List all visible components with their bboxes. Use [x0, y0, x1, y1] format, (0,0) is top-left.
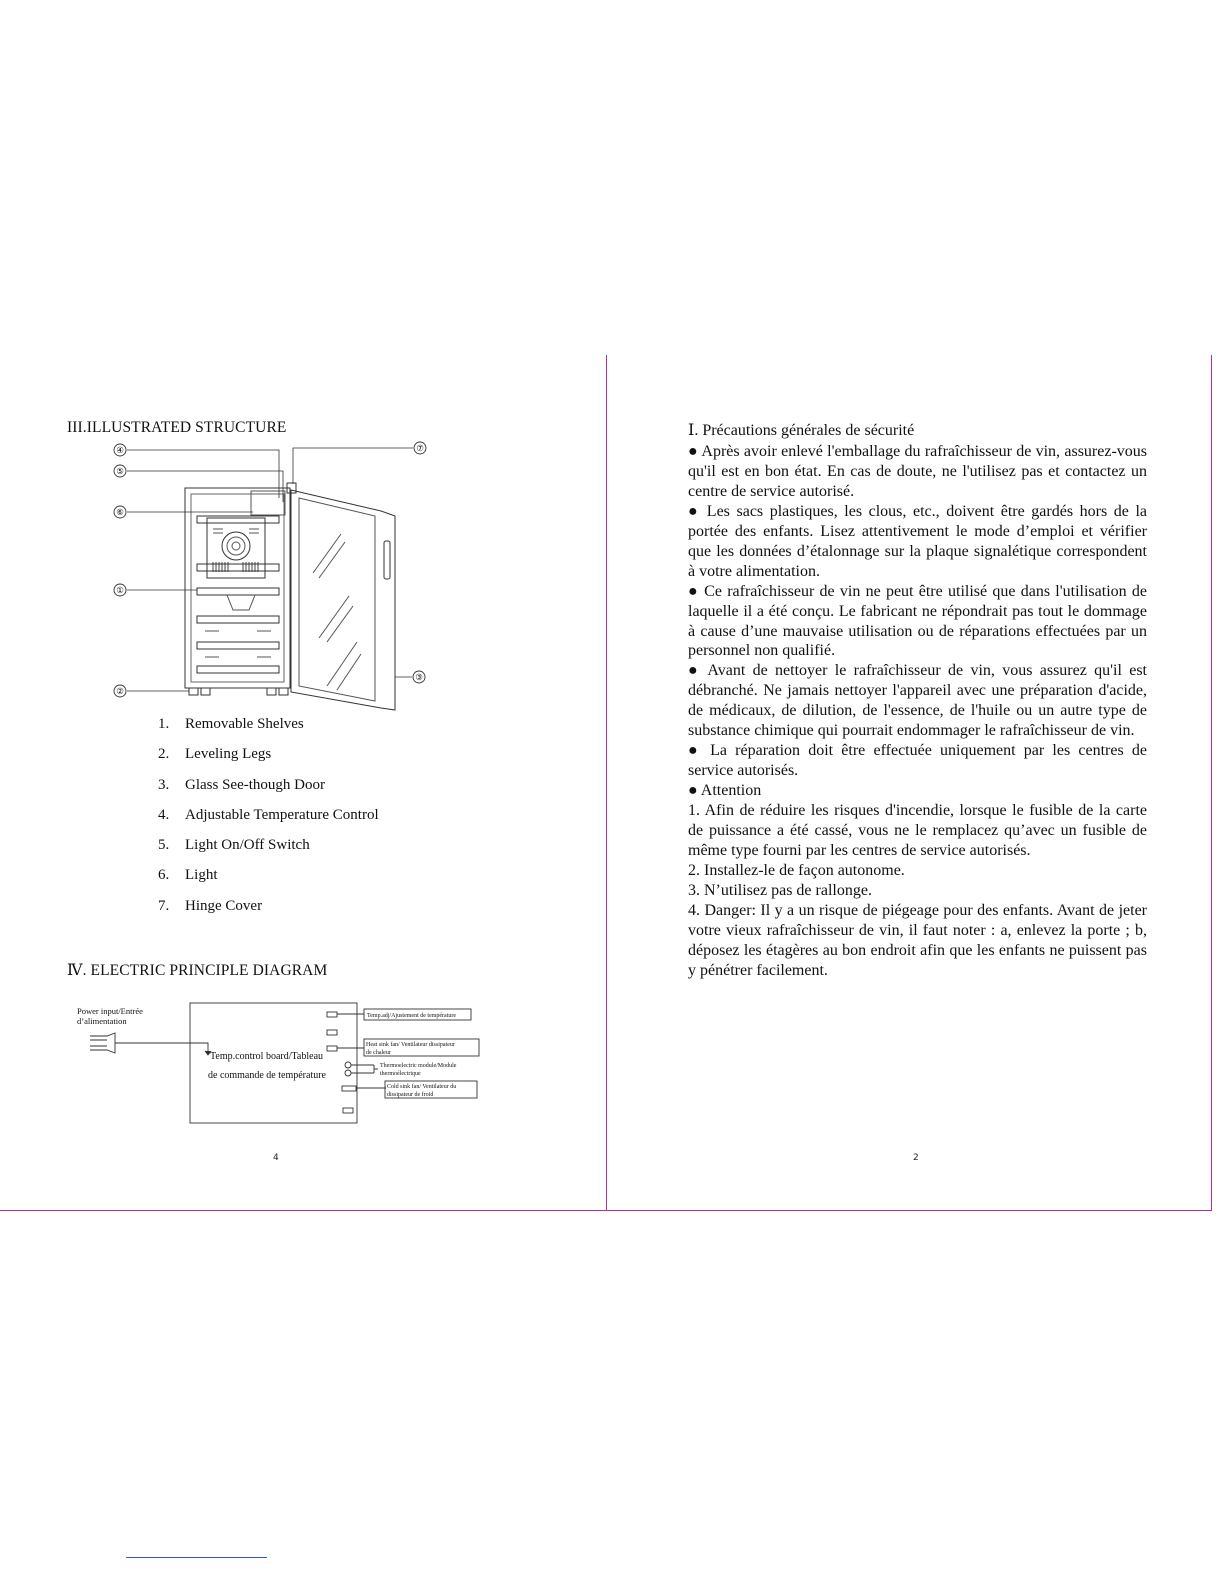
callout-4: ④	[116, 445, 124, 455]
legend-item: 2. Leveling Legs	[158, 746, 272, 763]
legend-item: 3. Glass See-though Door	[158, 776, 325, 793]
power-plug	[90, 1033, 115, 1053]
legend-item: 5. Light On/Off Switch	[158, 837, 310, 854]
section-3-title: III.ILLUSTRATED STRUCTURE	[67, 419, 287, 436]
cold-sink-fan-label-fr: dissipateur de froid	[387, 1092, 434, 1098]
page-divider	[606, 355, 607, 1211]
power-input-label: Power input/Entrée	[77, 1006, 143, 1016]
leveling-leg	[189, 688, 198, 695]
temp-adj-label: Temp.adj/Ajustement de température	[367, 1013, 457, 1019]
legend-item: 7. Hinge Cover	[158, 897, 263, 914]
left-page-number: 4	[273, 1153, 279, 1163]
shelf	[197, 642, 279, 649]
callout-3: ③	[415, 672, 423, 682]
right-border	[1211, 355, 1212, 1211]
paragraph: ● Les sacs plastiques, les clous, etc., doivent être gardés hors de la portée des enfants. Lisez attentivement le mode d’emploi et vérifier que les données d’étalonnage sur la plaque signalétique correspondent à votre alimentation.	[688, 502, 1147, 580]
callout-5: ⑤	[116, 466, 124, 476]
legend-item: 4. Adjustable Temperature Control	[158, 806, 379, 823]
paragraph: ● Attention	[688, 782, 762, 800]
callout-7: ⑦	[416, 443, 424, 453]
door-handle	[384, 541, 390, 579]
callout-2: ②	[116, 686, 124, 696]
thermoelectric-label-fr: thermoélectrique	[380, 1071, 421, 1077]
leveling-leg	[279, 688, 288, 695]
cold-sink-fan-label: Cold sink fan/ Ventilateur du	[387, 1084, 457, 1090]
control-board-box	[190, 1003, 357, 1123]
electric-principle-diagram	[72, 1000, 492, 1130]
paragraph: 1. Afin de réduire les risques d'incendie, lorsque le fusible de la carte de puissance a été cassé, vous ne le remplacez qu’avec un fusible de même type fourni par les centres de service autorisés.	[688, 802, 1147, 860]
shelf	[197, 588, 279, 595]
callout-1: ①	[116, 585, 124, 595]
thermoelectric-label: Thermoelectric module/Module	[380, 1063, 457, 1069]
paragraph: ● Après avoir enlevé l'emballage du rafraîchisseur de vin, assurez-vous qu'il est en bon état. En cas de doute, ne l'utilisez pas et contactez un centre de service autorisé.	[688, 442, 1147, 500]
safety-precautions-text	[688, 421, 1147, 981]
board-label: Temp.control board/Tableau	[210, 1051, 324, 1062]
structure-legend	[158, 716, 379, 928]
shelf	[197, 666, 279, 673]
paragraph: ● Avant de nettoyer le rafraîchisseur de vin, vous assurez qu'il est débranché. Ne jamais nettoyer l'appareil avec une préparation d'acide, de médicaux, de dilution, de l'essence, de l'huile ou un autre type de substance chimique qui pourrait endommager le rafraîchisseur de vin.	[688, 662, 1147, 740]
paragraph: 3. N’utilisez pas de rallonge.	[688, 881, 872, 899]
power-input-label-fr: d’alimentation	[77, 1016, 127, 1026]
right-page-number: 2	[913, 1153, 919, 1163]
shelf	[197, 516, 279, 523]
fan-grille	[222, 532, 250, 560]
heat-sink-fan-label-fr: de chaleur	[366, 1050, 391, 1056]
light-housing	[251, 491, 285, 515]
paragraph: 2. Installez-le de façon autonome.	[688, 861, 905, 879]
paragraph: ● Ce rafraîchisseur de vin ne peut être utilisé que dans l'utilisation de laquelle il a été conçu. Le fabricant ne répondrait pas tout le dommage à cause d’une mauvaise utilisation ou de réparations effectuées par un personnel non qualifié.	[688, 582, 1147, 660]
shelf	[197, 564, 279, 571]
footer-link-underline	[126, 1557, 267, 1558]
leveling-leg	[201, 688, 210, 695]
glass-door	[291, 490, 395, 710]
safety-title: Ⅰ. Précautions générales de sécurité	[688, 422, 915, 439]
wine-cooler-illustration	[105, 438, 435, 713]
section-4-title: Ⅳ. ELECTRIC PRINCIPLE DIAGRAM	[67, 962, 328, 979]
bottom-border	[0, 1210, 1212, 1211]
heat-sink-fan-label: Heat sink fan/ Ventilateur dissipateur	[366, 1042, 455, 1048]
leveling-leg	[267, 688, 276, 695]
board-label-fr: de commande de température	[208, 1070, 326, 1081]
legend-item: 6. Light	[158, 867, 218, 884]
shelf	[197, 616, 279, 623]
paragraph: ● La réparation doit être effectuée uniquement par les centres de service autorisés.	[688, 742, 1147, 780]
legend-item: 1. Removable Shelves	[158, 716, 304, 732]
callout-6: ⑥	[116, 507, 124, 517]
paragraph: 4. Danger: Il y a un risque de piégeage pour des enfants. Avant de jeter votre vieux rafraîchisseur de vin, il faut noter : a, enlevez la porte ; b, déposez les étagères au bon endroit afin que les enfants ne puissent pas y pénétrer facilement.	[688, 901, 1147, 979]
